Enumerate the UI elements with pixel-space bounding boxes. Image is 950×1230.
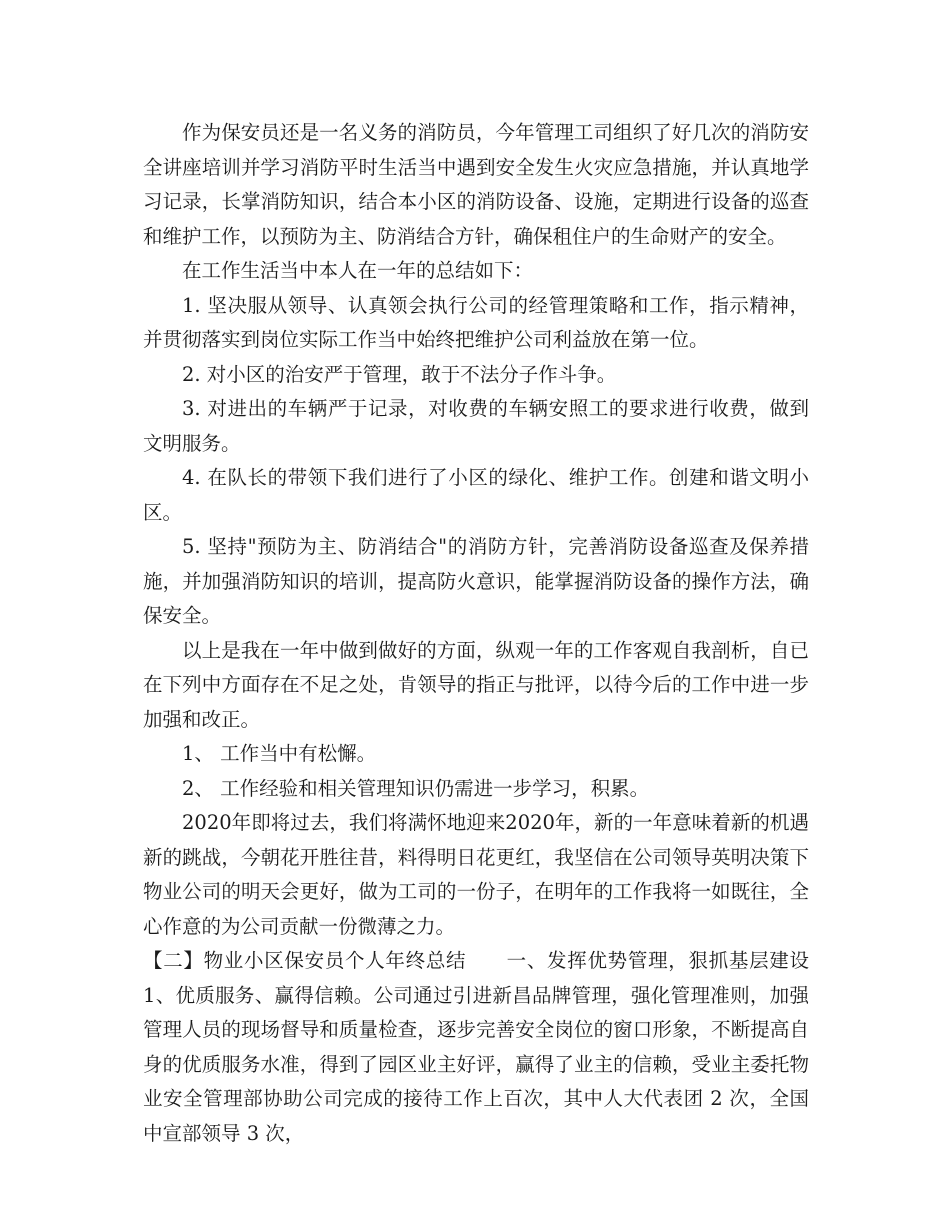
list-item-4: 4. 在队长的带领下我们进行了小区的绿化、维护工作。创建和谐文明小区。 xyxy=(143,466,809,524)
paragraph-outlook: 2020年即将过去，我们将满怀地迎来2020年，新的一年意味着新的机遇新的跳战，今朝花开胜往昔，料得明日花更红，我坚信在公司领导英明决策下物业公司的明天会更好，做为工司的一份子，在明年的工作我将一如既往，全心作意的为公司贡献一份微薄之力。 xyxy=(143,811,809,938)
shortcoming-item-2: 2、 工作经验和相关管理知识仍需进一步学习，积累。 xyxy=(182,776,650,800)
document-body xyxy=(143,116,809,1151)
list-item-2: 2. 对小区的治安严于管理，敢于不法分子作斗争。 xyxy=(182,362,617,386)
list-item-5: 5. 坚持"预防为主、防消结合"的消防方针，完善消防设备巡查及保养措施，并加强消防知识的培训，提高防火意识，能掌握消防设备的操作方法，确保安全。 xyxy=(143,535,809,627)
list-item-1: 1. 坚决服从领导、认真领会执行公司的经管理策略和工作，指示精神，并贯彻落实到岗位实际工作当中始终把维护公司利益放在第一位。 xyxy=(143,293,809,351)
shortcoming-item-1: 1、 工作当中有松懈。 xyxy=(182,742,377,765)
paragraph-self-analysis: 以上是我在一年中做到做好的方面，纵观一年的工作客观自我剖析，自已在下列中方面存在不足之处，肯领导的指正与批评，以待今后的工作中进一步加强和改正。 xyxy=(143,638,809,731)
paragraph-fire-safety: 作为保安员还是一名义务的消防员，今年管理工司组织了好几次的消防安全讲座培训并学习消防平时生活当中遇到安全发生火灾应急措施，并认真地学习记录，长掌消防知识，结合本小区的消防设备、设施，定期进行设备的巡查和维护工作，以预防为主、防消结合方针，确保租住户的生命财产的安全。 xyxy=(143,121,809,248)
section-two-text: 【二】物业小区保安员个人年终总结 一、发挥优势管理，狠抓基层建设 1、优质服务、赢得信赖。公司通过引进新昌品牌管理，强化管理准则，加强管理人员的现场督导和质量检查，逐步完善安全岗位的窗口形象，不断提高自身的优质服务水准，得到了园区业主好评，赢得了业主的信赖，受业主委托物业安全管理部协助公司完成的接待工作上百次，其中人大代表团 2 次，全国中宣部领导 3 次， xyxy=(143,949,809,1145)
list-item-3: 3. 对进出的车辆严于记录，对收费的车辆安照工的要求进行收费，做到文明服务。 xyxy=(143,397,809,455)
paragraph-summary-intro: 在工作生活当中本人在一年的总结如下： xyxy=(182,259,534,282)
